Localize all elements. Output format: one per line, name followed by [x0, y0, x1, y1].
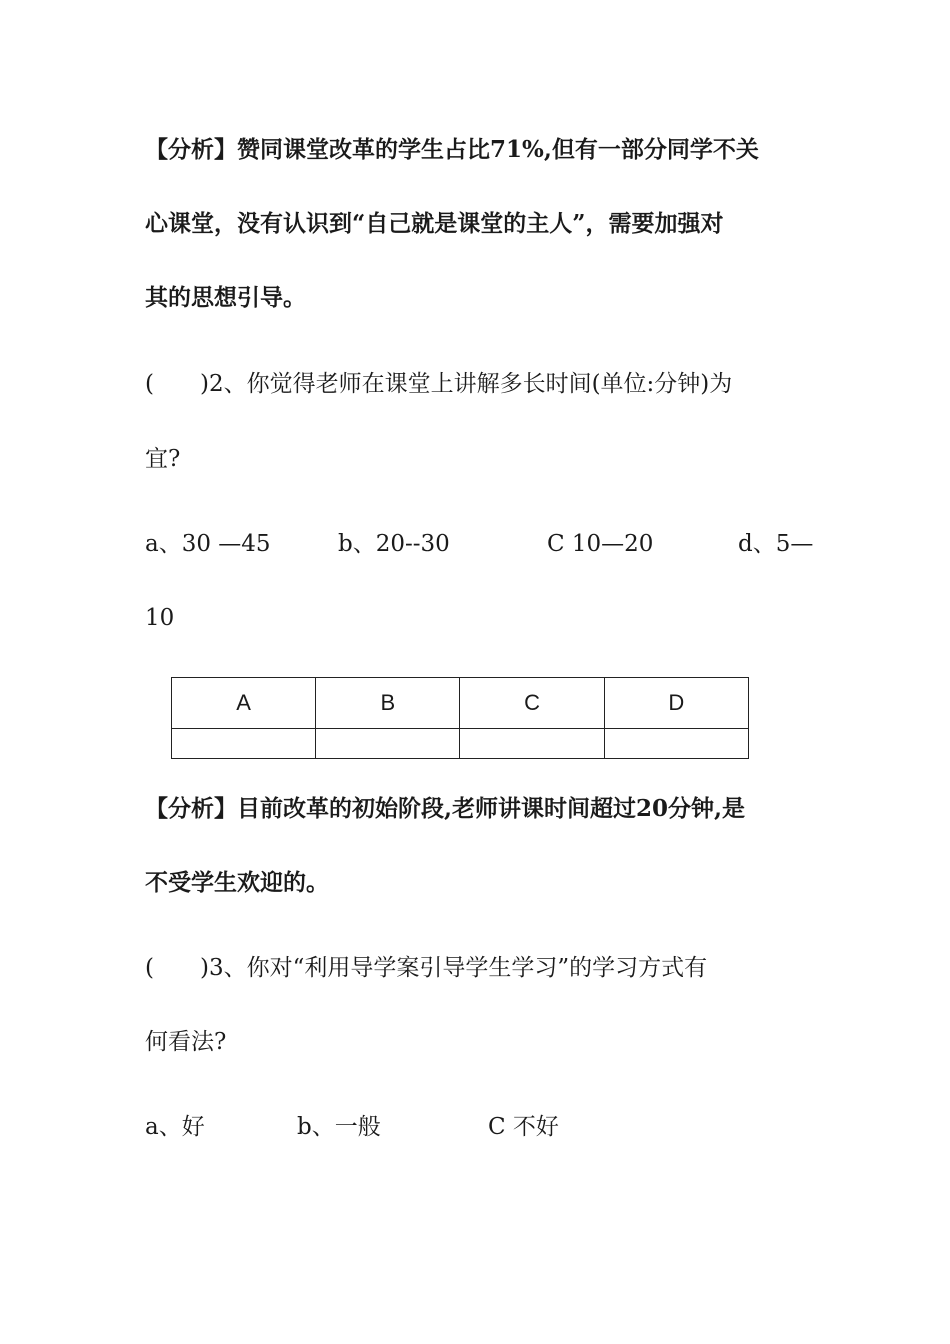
answer-cell-b	[316, 729, 460, 759]
answer-table-value-row	[172, 729, 749, 759]
analysis-1-line-2: 心课堂，没有认识到“自己就是课堂的主人”，需要加强对	[145, 210, 724, 237]
analysis-2-line-1: 【分析】目前改革的初始阶段,老师讲课时间超过20分钟,是	[145, 795, 746, 822]
question-2-option-a: a、30 —45	[145, 531, 271, 557]
answer-table-header-row	[172, 678, 749, 729]
question-2-option-d: d、5—	[738, 531, 814, 557]
answer-header-d: D	[604, 678, 748, 729]
question-3-line-1: ( )3、你对“利用导学案引导学生学习”的学习方式有	[145, 955, 708, 981]
answer-table	[171, 677, 749, 759]
question-2-option-d-wrap: 10	[145, 605, 175, 631]
question-3-line-2: 何看法?	[145, 1029, 227, 1055]
answer-cell-a	[172, 729, 316, 759]
answer-header-c: C	[460, 678, 604, 729]
question-2-line-2: 宜?	[145, 446, 181, 472]
answer-cell-c	[460, 729, 604, 759]
question-3-option-b: b、一般	[297, 1114, 381, 1140]
answer-header-b: B	[316, 678, 460, 729]
question-3-option-a: a、好	[145, 1114, 205, 1140]
analysis-1-line-1: 【分析】赞同课堂改革的学生占比71%,但有一部分同学不关	[145, 136, 759, 163]
question-3-option-c: C 不好	[488, 1114, 559, 1140]
analysis-2-line-2: 不受学生欢迎的。	[145, 869, 329, 896]
question-2-option-b: b、20--30	[338, 531, 450, 557]
analysis-1-line-3: 其的思想引导。	[145, 284, 306, 311]
answer-cell-d	[604, 729, 748, 759]
question-2-option-c: C 10—20	[547, 531, 654, 557]
question-2-line-1: ( )2、你觉得老师在课堂上讲解多长时间(单位:分钟)为	[145, 371, 733, 397]
answer-header-a: A	[172, 678, 316, 729]
